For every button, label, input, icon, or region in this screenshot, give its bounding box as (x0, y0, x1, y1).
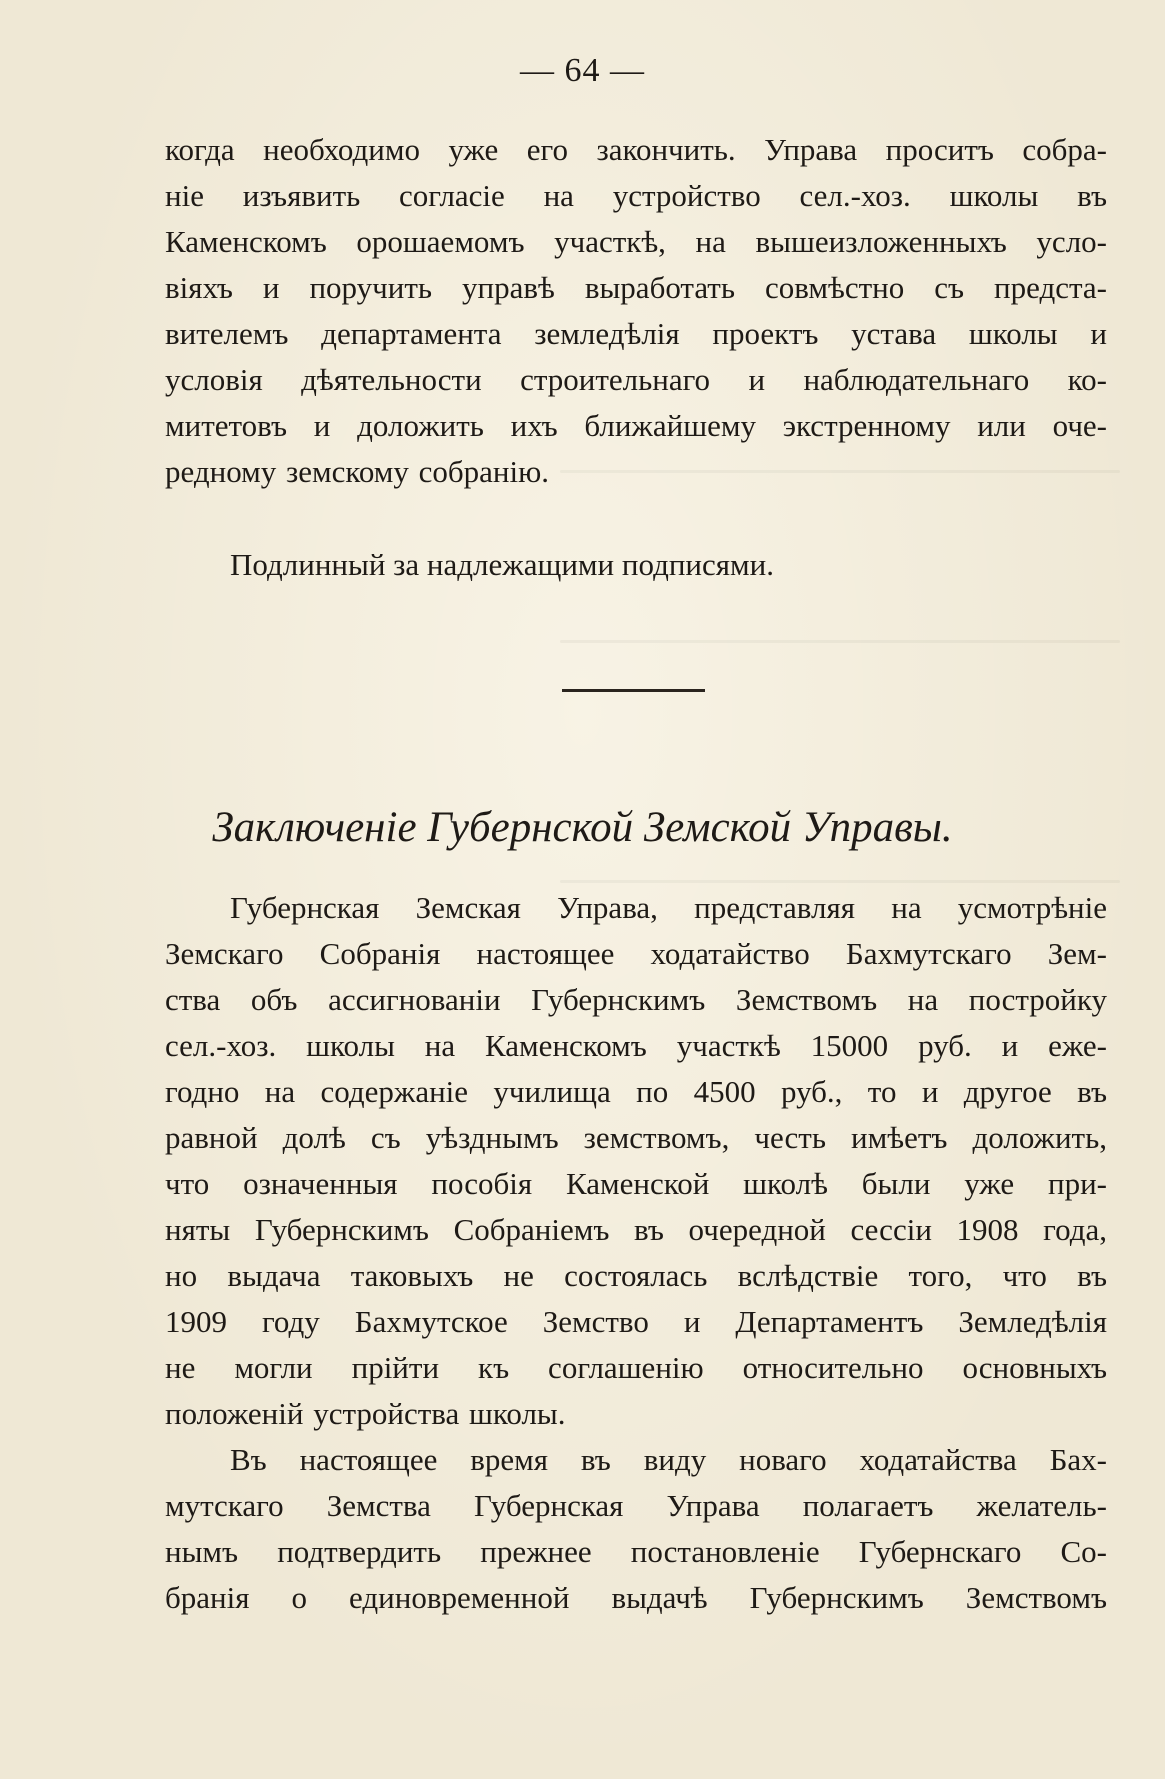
bleed-through-mark (560, 640, 1120, 643)
signature-note: Подлинный за надлежащими подписями. (230, 547, 774, 582)
text-line: няты Губернскимъ Собраніемъ въ очередной сессіи 1908 года, (165, 1212, 1107, 1247)
text-line: когда необходимо уже его закончить. Управа проситъ собра- (165, 132, 1107, 167)
section-divider (562, 689, 705, 692)
text-line: бранія о единовременной выдачѣ Губернскимъ Земствомъ (165, 1580, 1107, 1615)
text-line: редному земскому собранію. (165, 454, 550, 489)
text-line: ніе изъявить согласіе на устройство сел.-хоз. школы въ (165, 178, 1107, 213)
top-paragraph (165, 127, 1107, 495)
text-line: Земскаго Собранія настоящее ходатайство Бахмутскаго Зем- (165, 936, 1107, 971)
text-line: митетовъ и доложить ихъ ближайшему экстренному или оче- (165, 408, 1107, 443)
text-line: не могли прійти къ соглашенію относительно основныхъ (165, 1350, 1107, 1385)
text-line: условія дѣятельности строительнаго и наблюдательнаго ко- (165, 362, 1107, 397)
page-number: — 64 — (520, 52, 645, 89)
text-line: Каменскомъ орошаемомъ участкѣ, на вышеизложенныхъ усло- (165, 224, 1107, 259)
text-line: Губернская Земская Управа, представляя на усмотрѣніе (230, 890, 1107, 925)
paragraph-2 (165, 1437, 1107, 1621)
text-line: вителемъ департамента земледѣлія проектъ устава школы и (165, 316, 1107, 351)
text-line: Въ настоящее время въ виду новаго ходатайства Бах- (230, 1442, 1107, 1477)
text-line: віяхъ и поручить управѣ выработать совмѣстно съ предста- (165, 270, 1107, 305)
text-line: но выдача таковыхъ не состоялась вслѣдствіе того, что въ (165, 1258, 1107, 1293)
section-heading: Заключеніе Губернской Земской Управы. (212, 804, 953, 851)
text-line: ства объ ассигнованіи Губернскимъ Земствомъ на постройку (165, 982, 1107, 1017)
text-line: что означенныя пособія Каменской школѣ были уже при- (165, 1166, 1107, 1201)
text-line: нымъ подтвердить прежнее постановленіе Губернскаго Со- (165, 1534, 1107, 1569)
paragraph-1 (165, 885, 1107, 1437)
text-line: годно на содержаніе училища по 4500 руб., то и другое въ (165, 1074, 1107, 1109)
text-line: 1909 году Бахмутское Земство и Департаментъ Земледѣлія (165, 1304, 1107, 1339)
text-line: положеній устройства школы. (165, 1396, 566, 1431)
text-line: сел.-хоз. школы на Каменскомъ участкѣ 15000 руб. и еже- (165, 1028, 1107, 1063)
text-line: мутскаго Земства Губернская Управа полагаетъ желатель- (165, 1488, 1107, 1523)
bleed-through-mark (560, 880, 1120, 883)
text-line: равной долѣ съ уѣзднымъ земствомъ, честь имѣетъ доложить, (165, 1120, 1107, 1155)
